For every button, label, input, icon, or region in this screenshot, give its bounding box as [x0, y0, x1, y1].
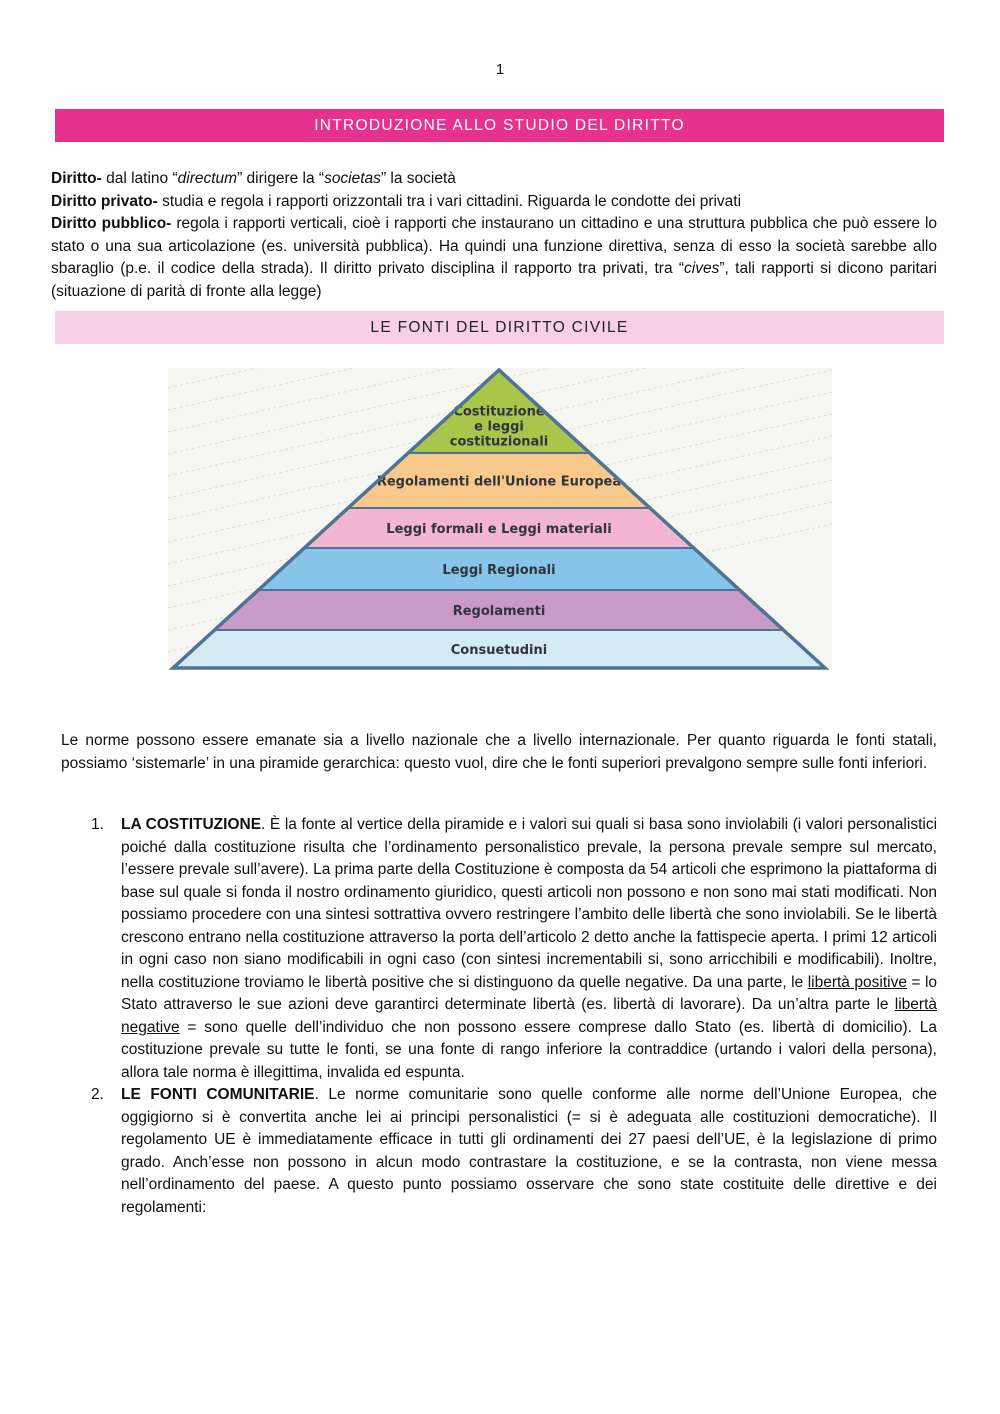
definition-text: ”, tali rapporti si dicono paritari (situazione di parità di fronte alla legge) [51, 260, 937, 300]
section-banner-fonti: LE FONTI DEL DIRITTO CIVILE [55, 311, 944, 344]
definition-diritto-pubblico [51, 213, 937, 303]
list-item-fonti-comunitarie [91, 1084, 937, 1219]
underlined-term-liberta-positive: libertà positive [807, 973, 907, 991]
term-diritto-privato: Diritto privato- [51, 192, 158, 210]
definition-text: ” dirigere la “ [237, 170, 325, 187]
pyramid-level-label: Regolamenti [452, 604, 546, 619]
latin-societas: societas [324, 170, 381, 187]
definition-diritto-privato [51, 191, 937, 214]
list-number: 1. [91, 816, 104, 833]
list-title: LE FONTI COMUNITARIE [121, 1086, 315, 1103]
pyramid-level-label: e leggi [474, 419, 524, 435]
pyramid-figure [168, 368, 832, 670]
pyramid-level-label: Leggi Regionali [442, 563, 556, 578]
list-body [121, 1084, 937, 1219]
definition-text: studia e regola i rapporti orizzontali tra i vari cittadini. Riguarda le condotte dei privati [157, 192, 742, 210]
list-text: . Le norme comunitarie sono quelle conforme alle norme dell’Unione Europea, che oggigiorno si è convertita anche lei ai principi personalistici (= si è adeguata alle costituzioni democratiche). Il regolamento UE è immediatamente efficace in tutti gli ordinamenti dei 27 paesi dell’UE, è la legislazione di primo grado. Anch’esse non possono in alcun modo contrastare la costituzione, e se la contrasta, non viene messa nell’ordinamento del paese. A questo punto possiamo osservare che sono state costituite delle direttive e dei regolamenti: [121, 1086, 937, 1216]
term-diritto: Diritto- [51, 170, 102, 187]
list-text: . È la fonte al vertice della piramide e i valori sui quali si basa sono inviolabili (i valori personalistici poiché dalla costituzione risulta che l’ordinamento personalistico prevale, la persona prevale sempre sul mercato, l’essere prevale sull’avere). La prima parte della Costituzione è composta da 54 articoli che esprimono la piattaforma di base sul quale si fonda il nostro ordinamento giuridico, questi articoli non possono e non sono mai stati modificati. Non possiamo procedere con una sintesi sottrattiva ovvero restringere l’ambito delle libertà che sono inviolabili. Se le libertà crescono entrano nella costituzione attraverso la porta dell’articolo 2 detto anche la fattispecie aperta. I primi 12 articoli in ogni caso non siano modificabili in ogni caso (con sintesi incrementabili si, sono arricchibili e modificabili). Inoltre, nella costituzione troviamo le libertà positive che si distinguono da quelle negative. Da una parte, le [121, 816, 938, 991]
list-number: 2. [91, 1086, 104, 1103]
list-body [121, 814, 937, 1084]
hierarchy-pyramid [168, 368, 832, 670]
latin-cives: cives [684, 260, 720, 277]
list-text: = sono quelle dell’individuo che non possono essere comprese dallo Stato (es. libertà di domicilio). La costituzione prevale su tutte le fonti, se una fonte di rango inferiore la contraddice (urtando i valori della persona), allora tale norma è illegittima, invalida ed espunta. [121, 1018, 937, 1081]
term-diritto-pubblico: Diritto pubblico- [51, 215, 172, 232]
pyramid-level-label: Costituzione [453, 404, 545, 420]
definition-text: regola i rapporti verticali, cioè i rapporti che instaurano un cittadino e una struttura pubblica che può essere lo stato o una sua articolazione (es. università pubblica). Ha quindi una funzione direttiva, senza di esso la società sarebbe allo sbaraglio (p.e. il codice della strada). Il diritto privato disciplina il rapporto tra privati, tra “ [51, 215, 938, 277]
section-banner-introduzione: INTRODUZIONE ALLO STUDIO DEL DIRITTO [55, 109, 944, 142]
definition-text: ” la società [380, 170, 456, 187]
underlined-term-liberta-negative: libertà negative [121, 996, 937, 1036]
list-text: = lo Stato attraverso le sue azioni deve garantirci determinate libertà (es. libertà di lavorare). Da un’altra parte le [121, 973, 938, 1013]
pyramid-level-label: Leggi formali e Leggi materiali [386, 522, 612, 537]
latin-directum: directum [177, 170, 238, 187]
list-item-costituzione [91, 814, 937, 1084]
pyramid-level-label: costituzionali [449, 434, 549, 450]
fonti-list [91, 814, 937, 1219]
definition-text: dal latino “ [101, 170, 178, 187]
list-title: LA COSTITUZIONE [121, 816, 262, 833]
intro-paragraph: Le norme possono essere emanate sia a livello nazionale che a livello internazionale. Per quanto riguarda le fonti statali, possiamo ‘sistemarle’ in una piramide gerarchica: questo vuol, dire che le fonti superiori prevalgono sempre sulle fonti inferiori. [61, 732, 937, 772]
page-number: 1 [495, 61, 505, 78]
definitions-block [51, 168, 937, 303]
definition-diritto [51, 168, 937, 191]
pyramid-level-label: Regolamenti dell'Unione Europea [376, 474, 622, 490]
pyramid-level-label: Consuetudini [450, 643, 548, 658]
